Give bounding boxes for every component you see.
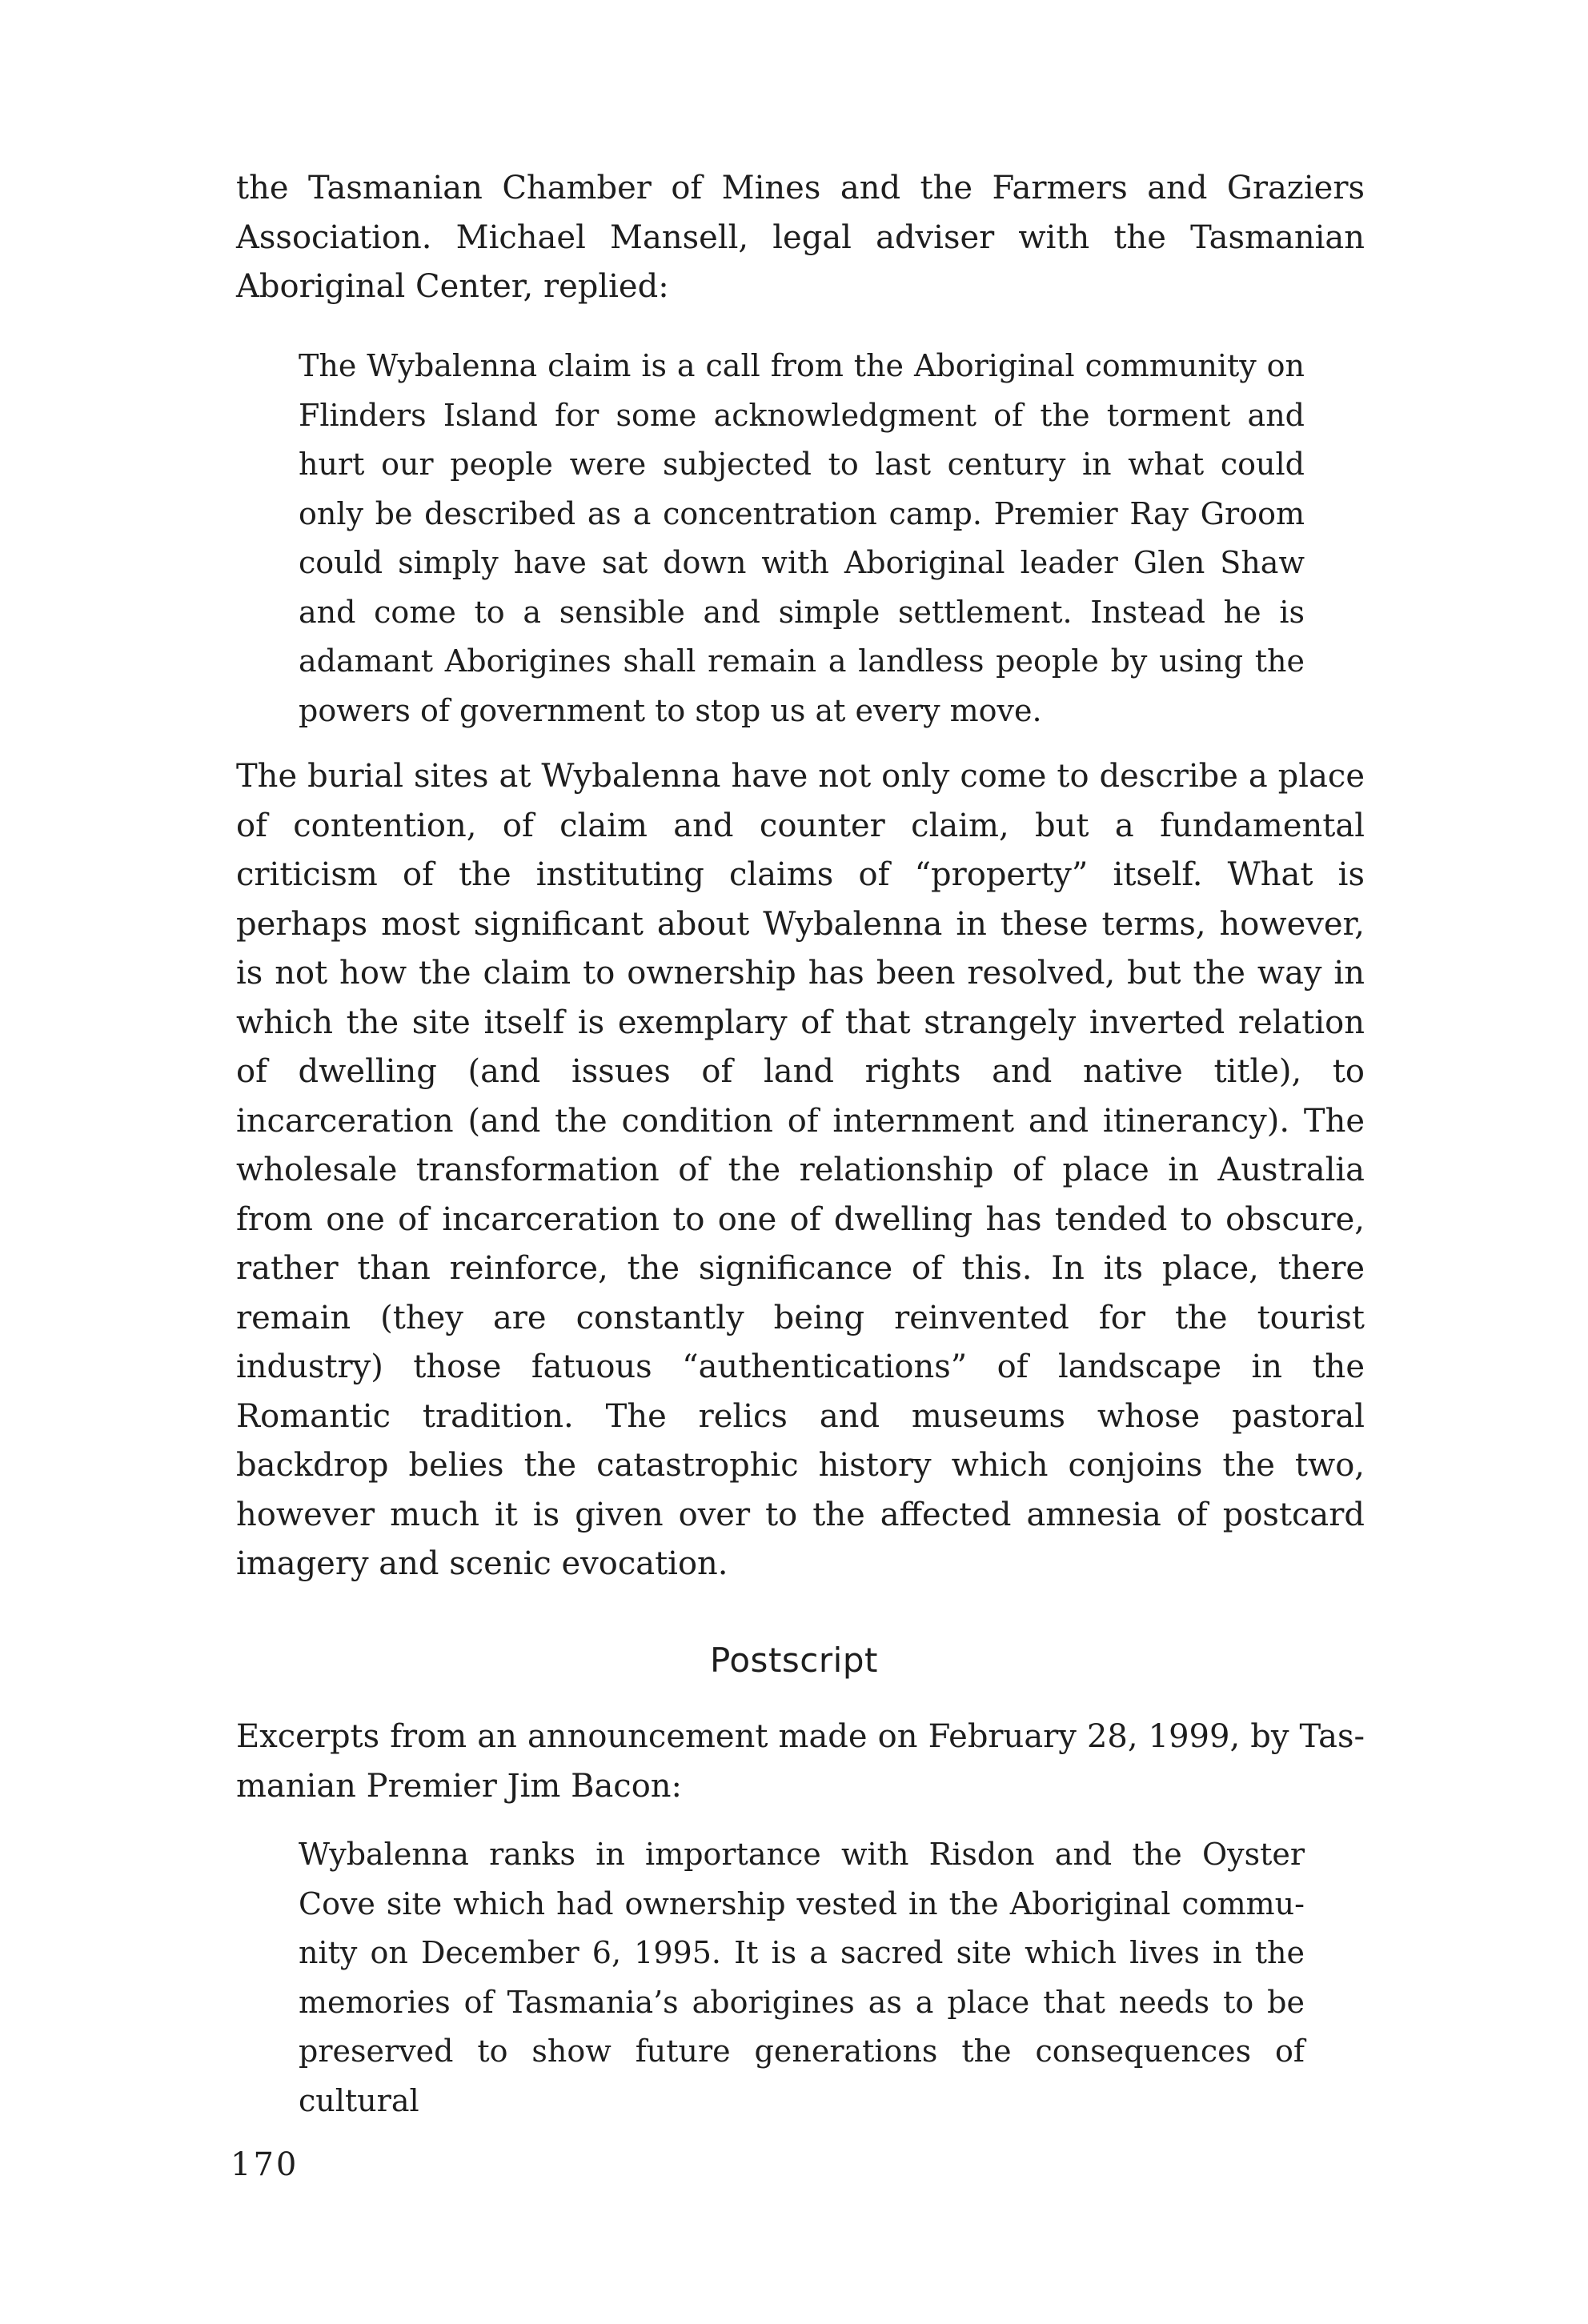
block-quote-mansell: The Wybalenna claim is a call from the Aboriginal community on Flinders Island for some acknowledgment of the torment and hurt our people were subjected to last century in what could only be described as a concentration camp. Premier Ray Groom could simply have sat down with Aboriginal leader Glen Shaw and come to a sensible and simple settlement. Instead he is adamant Aborigines shall remain a landless people by using the powers of government to stop us at every move. [299, 348, 1305, 728]
section-heading-postscript: Postscript [710, 1641, 878, 1680]
body-paragraph-burial-sites: The burial sites at Wybalenna have not only come to describe a place of contention, of claim and counter claim, but a fundamental criticism of the instituting claims of “property” itself. What is perhaps most significant about Wybalenna in these terms, however, is not how the claim to ownership has been resolved, but the way in which the site itself is exemplary of that strangely inverted relation of dwelling (and issues of land rights and native title), to incarceration (and the condition of internment and itinerancy). The wholesale transformation of the relationship of place in Australia from one of incarceration to one of dwelling has tended to obscure, rather than reinforce, the significance of this. In its place, there remain (they are constantly being reinvented for the tourist industry) those fatuous “authentications” of landscape in the Romantic tradition. The relics and museums whose pastoral backdrop belies the catastrophic history which conjoins the two, however much it is given over to the affected amnesia of postcard imagery and scenic evocation. [236, 758, 1365, 1582]
block-quote-bacon: Wybalenna ranks in importance with Risdon and the Oyster Cove site which had ownership vested in the Aboriginal community on December 6, 1995. It is a sacred site which lives in the memories of Tasmania’s aborigines as a place that needs to be preserved to show future generations the consequences of cultural [299, 1837, 1305, 2118]
body-paragraph-excerpts: Excerpts from an announcement made on February 28, 1999, by Tasmanian Premier Jim Bacon: [236, 1718, 1365, 1805]
page-number: 170 [231, 2146, 299, 2183]
body-paragraph-intro: the Tasmanian Chamber of Mines and the Farmers and Graziers Association. Michael Mansell, legal adviser with the Tasmanian Aboriginal Center, replied: [236, 170, 1365, 305]
